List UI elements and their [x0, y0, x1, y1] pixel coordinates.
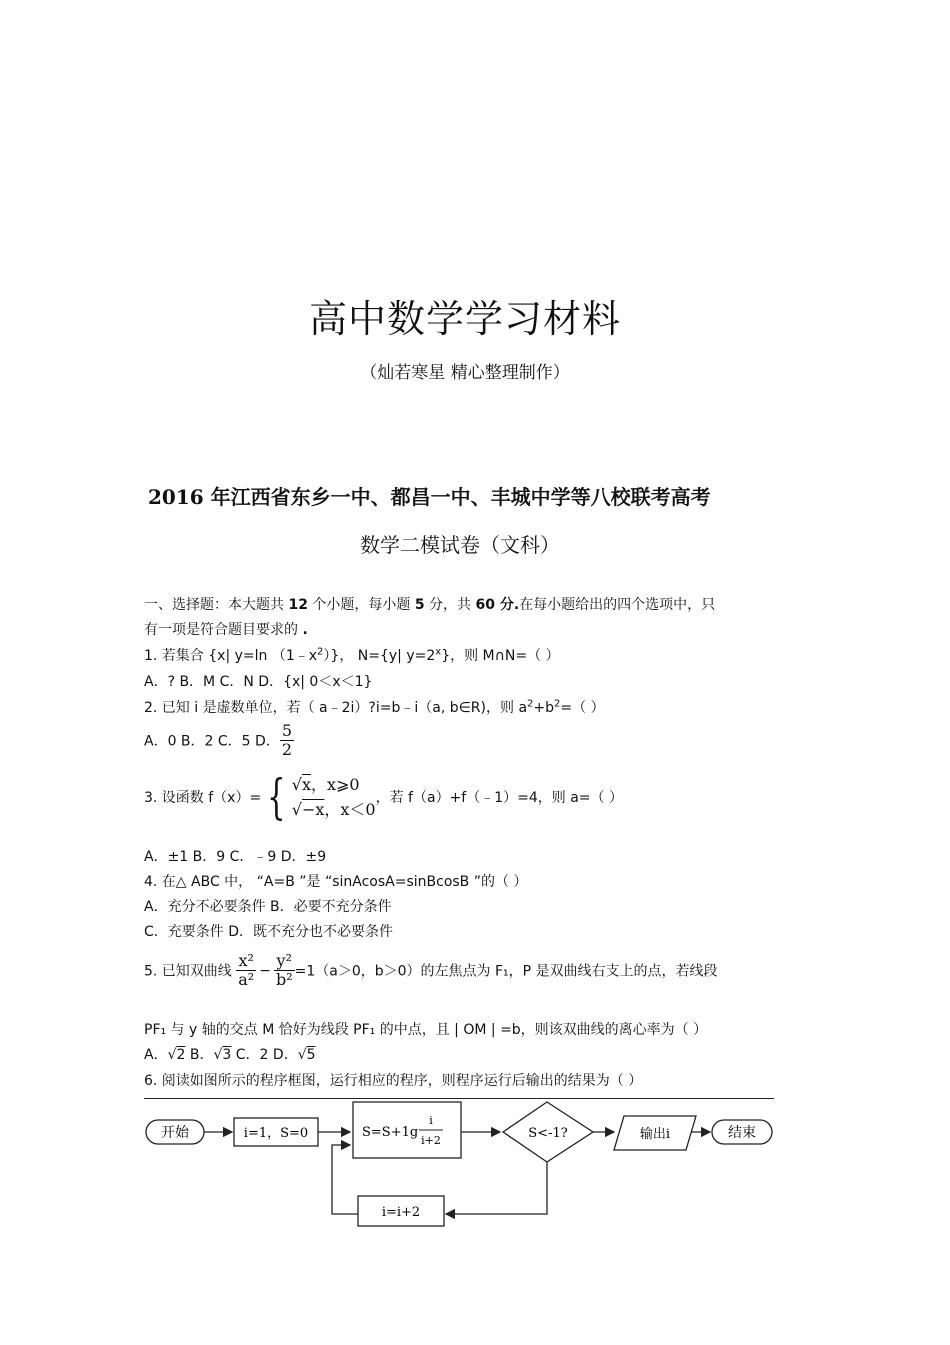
q3-text-a: 3. 设函数 f（x）=: [144, 790, 262, 806]
question-4: 4. 在△ ABC 中， “A=B ”是 “sinAcosA=sinBcosB ”的（ ）: [144, 874, 528, 890]
section-intro-line2: [144, 619, 308, 639]
q2-sup1: 2: [527, 698, 534, 710]
q5-opt-a: A．: [144, 1047, 168, 1063]
q3-brace: {: [267, 769, 286, 825]
q1-sup1: 2: [317, 646, 324, 658]
q3-case2-cond: ，x＜0: [324, 800, 376, 819]
q3-cases: [292, 772, 376, 822]
q3-case2-expr: −x: [301, 800, 325, 819]
question-4-options-2: C．充要条件 D．既不充分也不必要条件: [144, 924, 394, 940]
q5-opt-b-val: 3: [222, 1047, 232, 1063]
q3-case1-expr: x: [301, 775, 311, 794]
points-each: 5: [414, 597, 425, 613]
intro-text-a: 一、选择题：本大题共: [144, 597, 289, 613]
intro-line2-dot: .: [302, 622, 308, 638]
question-2: [144, 697, 605, 717]
question-1: [144, 645, 560, 665]
q2-frac-num: 5: [281, 721, 292, 740]
update-frac-num: i: [429, 1114, 433, 1127]
start-label: 开始: [161, 1125, 189, 1141]
q2-sup2: 2: [554, 698, 561, 710]
program-flowchart: [140, 1100, 780, 1228]
q5-opt-c: C．2 D．: [231, 1047, 298, 1063]
q5-x-fraction: [236, 952, 256, 989]
page-subtitle: （灿若寒星 精心整理制作）: [360, 363, 570, 383]
q2-text-a: 2. 已知 i 是虚数单位，若（ a﹣2i）?i=b﹣i（a, b∈R)，则 a: [144, 700, 528, 716]
q3-case2: √−x，x＜0: [291, 800, 376, 819]
q3-text-b: ，若 f（a）+f（﹣1）=4，则 a=（ ）: [375, 790, 623, 806]
q2-text-b: +b: [533, 700, 555, 716]
q5-opt-d-val: 5: [306, 1047, 316, 1063]
question-6: 6. 阅读如图所示的程序框图，运行相应的程序，则程序运行后输出的结果为（ ）: [144, 1073, 643, 1089]
q2-text-c: =（ ）: [560, 700, 605, 716]
q5-y-den: b²: [275, 970, 293, 989]
page-title: 高中数学学习材料: [308, 297, 621, 341]
points-total: 60: [475, 597, 495, 613]
question-3: [144, 769, 623, 825]
q2-frac-den: 2: [281, 740, 292, 759]
q5-x-den: a²: [238, 970, 255, 989]
update-frac-den: i+2: [421, 1134, 441, 1147]
q3-case1-cond: ，x⩾0: [310, 775, 360, 794]
question-2-options: [144, 722, 294, 759]
question-3-options: A．±1 B．9 C．﹣9 D．±9: [144, 849, 327, 865]
q2-fraction: [280, 722, 294, 759]
divider-rule: [144, 1098, 774, 1099]
q1-text-c: }，则 M∩N=（ ）: [441, 648, 560, 664]
exam-title-line2: 数学二模试卷（文科）: [360, 533, 560, 557]
exam-title-line1: 2016 年江西省东乡一中、都昌一中、丰城中学等八校联考高考: [148, 485, 711, 509]
q5-y-num: y²: [274, 952, 295, 971]
question-4-options-1: A．充分不必要条件 B．必要不充分条件: [144, 899, 392, 915]
increment-label: i=i+2: [381, 1205, 421, 1220]
init-label: i=1，S=0: [243, 1126, 309, 1141]
q2-options-text: A．0 B．2 C．5 D．: [144, 733, 280, 750]
question-5: [144, 952, 718, 989]
question-5-options: A．√2 B．√3 C．2 D．√5: [144, 1047, 316, 1063]
intro-text-c: 分，共: [424, 597, 476, 613]
intro-text-b: 个小题，每小题: [307, 597, 415, 613]
output-label: 输出i: [639, 1127, 671, 1142]
q5-opt-b: B．: [185, 1047, 214, 1063]
q5-opt-a-val: 2: [176, 1047, 186, 1063]
intro-text-e: 在每小题给出的四个选项中，只: [519, 597, 716, 613]
end-label: 结束: [728, 1125, 756, 1141]
q3-case1: √x，x⩾0: [291, 775, 360, 794]
intro-line2-text: 有一项是符合题目要求的: [144, 622, 303, 638]
q5-x-num: x²: [236, 952, 256, 971]
condition-label: S<-1?: [528, 1126, 568, 1141]
q5-text-a: 5. 已知双曲线: [144, 963, 232, 980]
section-intro: [144, 594, 715, 614]
intro-text-d: 分.: [494, 597, 520, 613]
q1-text-a: 1. 若集合 {x| y=ln （1﹣x: [144, 648, 318, 664]
q5-minus: −: [259, 962, 271, 979]
question-count: 12: [288, 597, 308, 613]
question-5-line2: PF₁ 与 y 轴的交点 M 恰好为线段 PF₁ 的中点，且 | OM | =b，则该双曲线的离心率为（ ）: [144, 1022, 708, 1038]
update-label-prefix: S=S+1g: [362, 1125, 419, 1140]
arrow-condition-increment: [446, 1162, 547, 1214]
question-1-options: A．? B．M C．N D．{x| 0＜x＜1}: [144, 674, 373, 690]
q1-text-b: ）}， N={y| y=2: [323, 648, 436, 664]
q5-y-fraction: [274, 952, 295, 989]
q1-sup2: x: [435, 646, 442, 658]
q5-text-b: =1（a＞0，b＞0）的左焦点为 F₁，P 是双曲线右支上的点，若线段: [294, 963, 718, 980]
